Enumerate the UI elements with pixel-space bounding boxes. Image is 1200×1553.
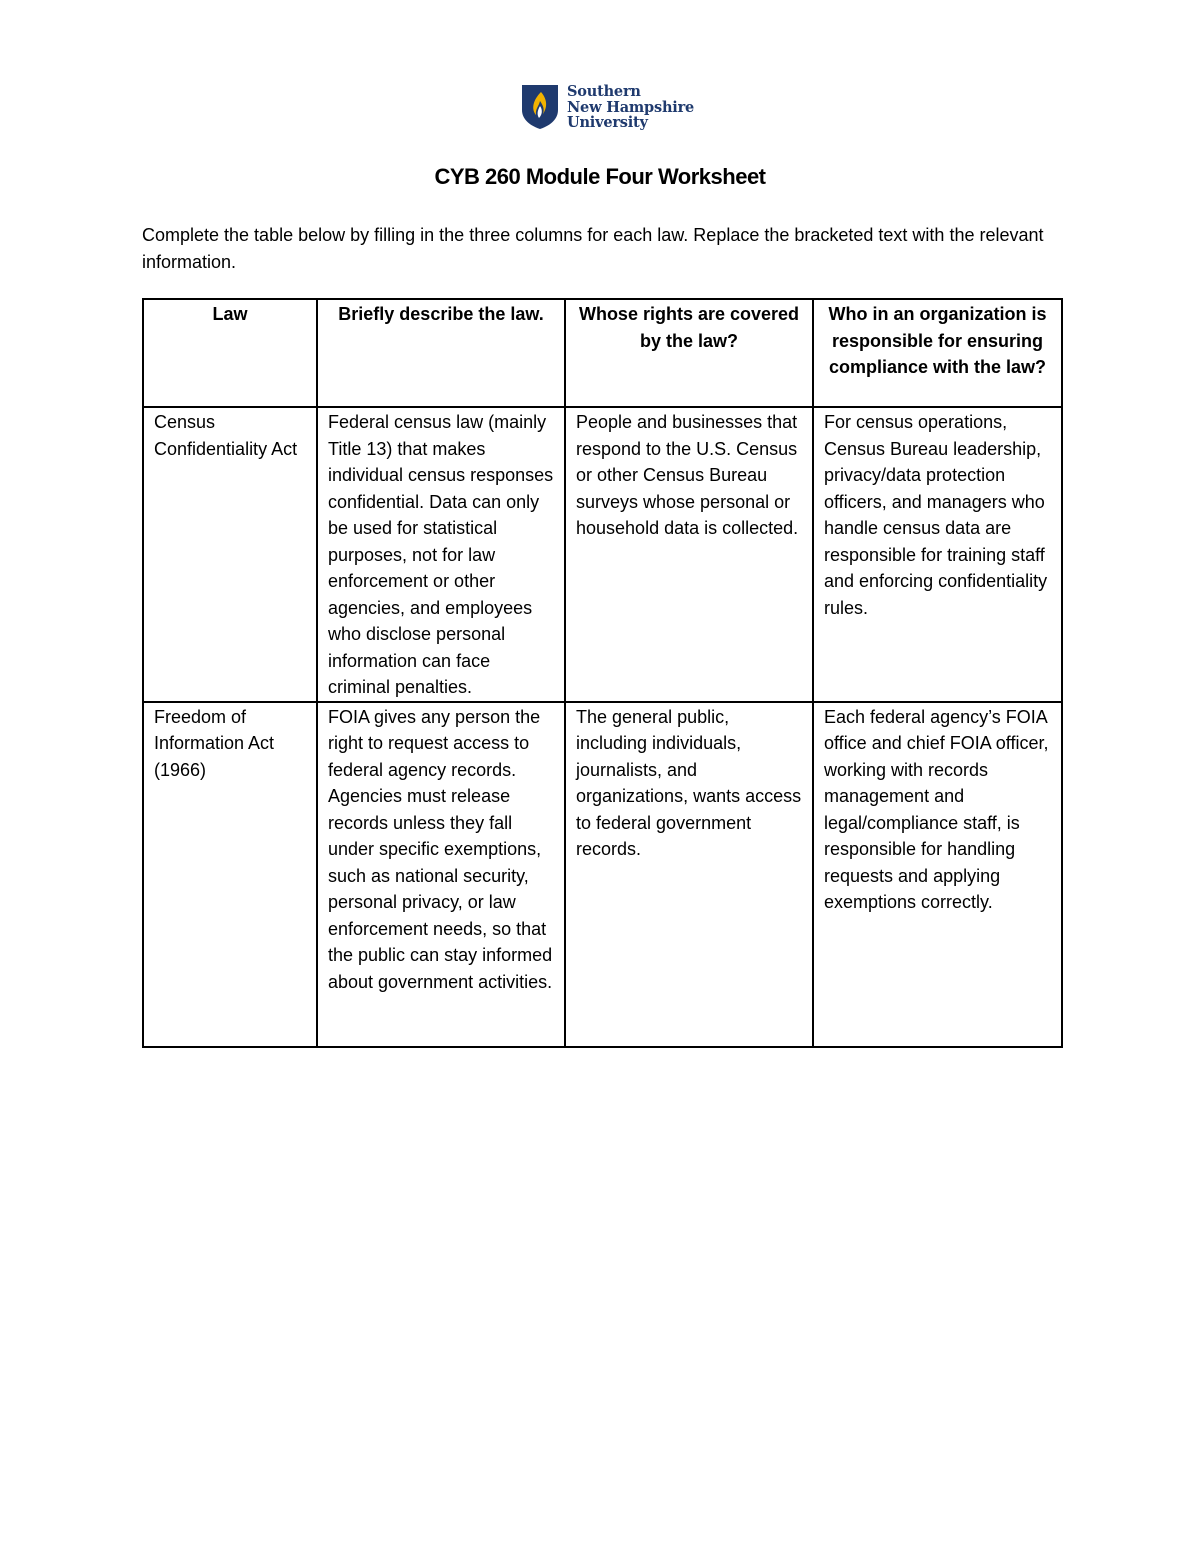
header-responsible: Who in an organization is responsible for ensuring compliance with the law? (813, 299, 1062, 407)
logo-line-3: University (567, 114, 648, 131)
laws-table (142, 298, 1063, 1048)
row-1-description: Federal census law (mainly Title 13) that makes individual census responses confidential. Data can only be used for statistical purposes, not for law enforcement or other agencies, and employees who disclose personal information can face criminal penalties. (317, 407, 565, 702)
logo-line-1: Southern (567, 83, 641, 100)
row-1-rights: People and businesses that respond to the U.S. Census or other Census Bureau surveys whose personal or household data is collected. (565, 407, 813, 702)
row-2-description: FOIA gives any person the right to request access to federal agency records. Agencies must release records unless they fall under specific exemptions, such as national security, personal privacy, or law enforcement needs, so that the public can stay informed about government activities. (317, 702, 565, 1047)
header-law: Law (143, 299, 317, 407)
row-2-law: Freedom of Information Act (1966) (143, 702, 317, 1047)
table-header-row (143, 299, 1062, 407)
table-row (143, 702, 1062, 1047)
header-rights: Whose rights are covered by the law? (565, 299, 813, 407)
header-description: Briefly describe the law. (317, 299, 565, 407)
row-1-law: Census Confidentiality Act (143, 407, 317, 702)
shield-flame-icon (521, 84, 559, 130)
table-row (143, 407, 1062, 702)
logo-line-2: New Hampshire (567, 98, 695, 116)
university-logo (521, 84, 694, 131)
row-2-responsible: Each federal agency’s FOIA office and chief FOIA officer, working with records management and legal/compliance staff, is responsible for handling requests and applying exemptions correctly. (813, 702, 1062, 1047)
instructions-text: Complete the table below by filling in the three columns for each law. Replace the bracketed text with the relevant information. (142, 225, 1044, 272)
row-1-responsible: For census operations, Census Bureau leadership, privacy/data protection officers, and managers who handle census data are responsible for training staff and enforcing confidentiality rules. (813, 407, 1062, 702)
document-title: CYB 260 Module Four Worksheet (434, 164, 766, 189)
row-2-rights: The general public, including individuals, journalists, and organizations, wants access to federal government records. (565, 702, 813, 1047)
logo-wordmark (567, 84, 694, 131)
